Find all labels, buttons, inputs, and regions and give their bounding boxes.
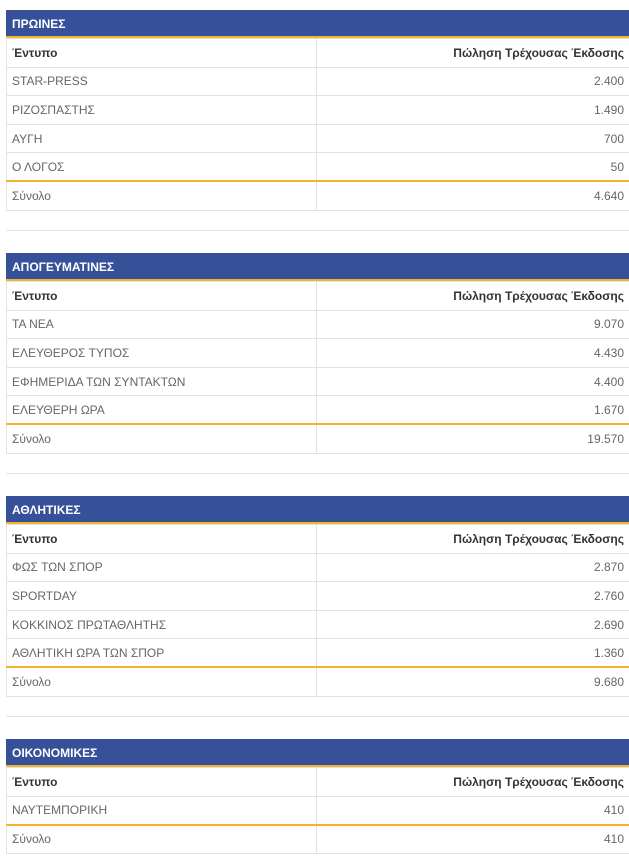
total-value: 19.570	[317, 424, 629, 453]
total-row	[7, 667, 629, 696]
section-divider	[6, 716, 629, 717]
row-name: SPORTDAY	[7, 582, 317, 611]
sales-table	[6, 524, 629, 697]
table-header-row	[7, 282, 629, 311]
row-value: 2.400	[317, 67, 629, 96]
row-value: 410	[317, 796, 629, 825]
row-name: ΦΩΣ ΤΩΝ ΣΠΟΡ	[7, 553, 317, 582]
table-row	[7, 67, 629, 96]
row-value: 1.360	[317, 639, 629, 668]
section-title: ΟΙΚΟΝΟΜΙΚΕΣ	[6, 739, 629, 767]
column-header-sales: Πώληση Τρέχουσας Έκδοσης	[317, 39, 629, 68]
row-value: 4.430	[317, 339, 629, 368]
row-name: ΑΘΛΗΤΙΚΗ ΩΡΑ ΤΩΝ ΣΠΟΡ	[7, 639, 317, 668]
row-value: 2.760	[317, 582, 629, 611]
table-row	[7, 396, 629, 425]
row-value: 700	[317, 124, 629, 153]
row-value: 1.490	[317, 96, 629, 125]
section-title: ΠΡΩΙΝΕΣ	[6, 10, 629, 38]
total-label: Σύνολο	[7, 825, 317, 854]
row-value: 4.400	[317, 367, 629, 396]
column-header-sales: Πώληση Τρέχουσας Έκδοσης	[317, 525, 629, 554]
section-divider	[6, 230, 629, 231]
table-row	[7, 339, 629, 368]
table-row	[7, 124, 629, 153]
row-value: 2.690	[317, 610, 629, 639]
table-row	[7, 582, 629, 611]
total-row	[7, 424, 629, 453]
column-header-title: Έντυπο	[7, 525, 317, 554]
row-value: 9.070	[317, 310, 629, 339]
row-name: ΕΛΕΥΘΕΡΟΣ ΤΥΠΟΣ	[7, 339, 317, 368]
column-header-title: Έντυπο	[7, 282, 317, 311]
row-value: 2.870	[317, 553, 629, 582]
section-title: ΑΠΟΓΕΥΜΑΤΙΝΕΣ	[6, 253, 629, 281]
column-header-sales: Πώληση Τρέχουσας Έκδοσης	[317, 768, 629, 797]
row-name: Ο ΛΟΓΟΣ	[7, 153, 317, 182]
section-proines	[6, 10, 629, 211]
total-label: Σύνολο	[7, 181, 317, 210]
row-name: ΕΦΗΜΕΡΙΔΑ ΤΩΝ ΣΥΝΤΑΚΤΩΝ	[7, 367, 317, 396]
section-divider	[6, 473, 629, 474]
total-label: Σύνολο	[7, 667, 317, 696]
sales-table	[6, 281, 629, 454]
section-oikonomikes	[6, 739, 629, 854]
row-name: ΝΑΥΤΕΜΠΟΡΙΚΗ	[7, 796, 317, 825]
column-header-title: Έντυπο	[7, 39, 317, 68]
sales-table	[6, 38, 629, 211]
total-row	[7, 181, 629, 210]
total-value: 9.680	[317, 667, 629, 696]
table-row	[7, 796, 629, 825]
total-row	[7, 825, 629, 854]
total-value: 4.640	[317, 181, 629, 210]
table-row	[7, 639, 629, 668]
column-header-sales: Πώληση Τρέχουσας Έκδοσης	[317, 282, 629, 311]
section-apogevmatines	[6, 253, 629, 454]
column-header-title: Έντυπο	[7, 768, 317, 797]
table-row	[7, 310, 629, 339]
sales-table	[6, 767, 629, 854]
table-header-row	[7, 768, 629, 797]
row-name: ΕΛΕΥΘΕΡΗ ΩΡΑ	[7, 396, 317, 425]
row-name: ΡΙΖΟΣΠΑΣΤΗΣ	[7, 96, 317, 125]
row-name: ΑΥΓΗ	[7, 124, 317, 153]
table-row	[7, 153, 629, 182]
row-name: ΚΟΚΚΙΝΟΣ ΠΡΩΤΑΘΛΗΤΗΣ	[7, 610, 317, 639]
table-row	[7, 610, 629, 639]
table-header-row	[7, 39, 629, 68]
section-athlitikes	[6, 496, 629, 697]
row-value: 1.670	[317, 396, 629, 425]
row-name: STAR-PRESS	[7, 67, 317, 96]
table-row	[7, 553, 629, 582]
table-row	[7, 96, 629, 125]
total-value: 410	[317, 825, 629, 854]
section-title: ΑΘΛΗΤΙΚΕΣ	[6, 496, 629, 524]
total-label: Σύνολο	[7, 424, 317, 453]
table-row	[7, 367, 629, 396]
row-value: 50	[317, 153, 629, 182]
row-name: ΤΑ ΝΕΑ	[7, 310, 317, 339]
table-header-row	[7, 525, 629, 554]
